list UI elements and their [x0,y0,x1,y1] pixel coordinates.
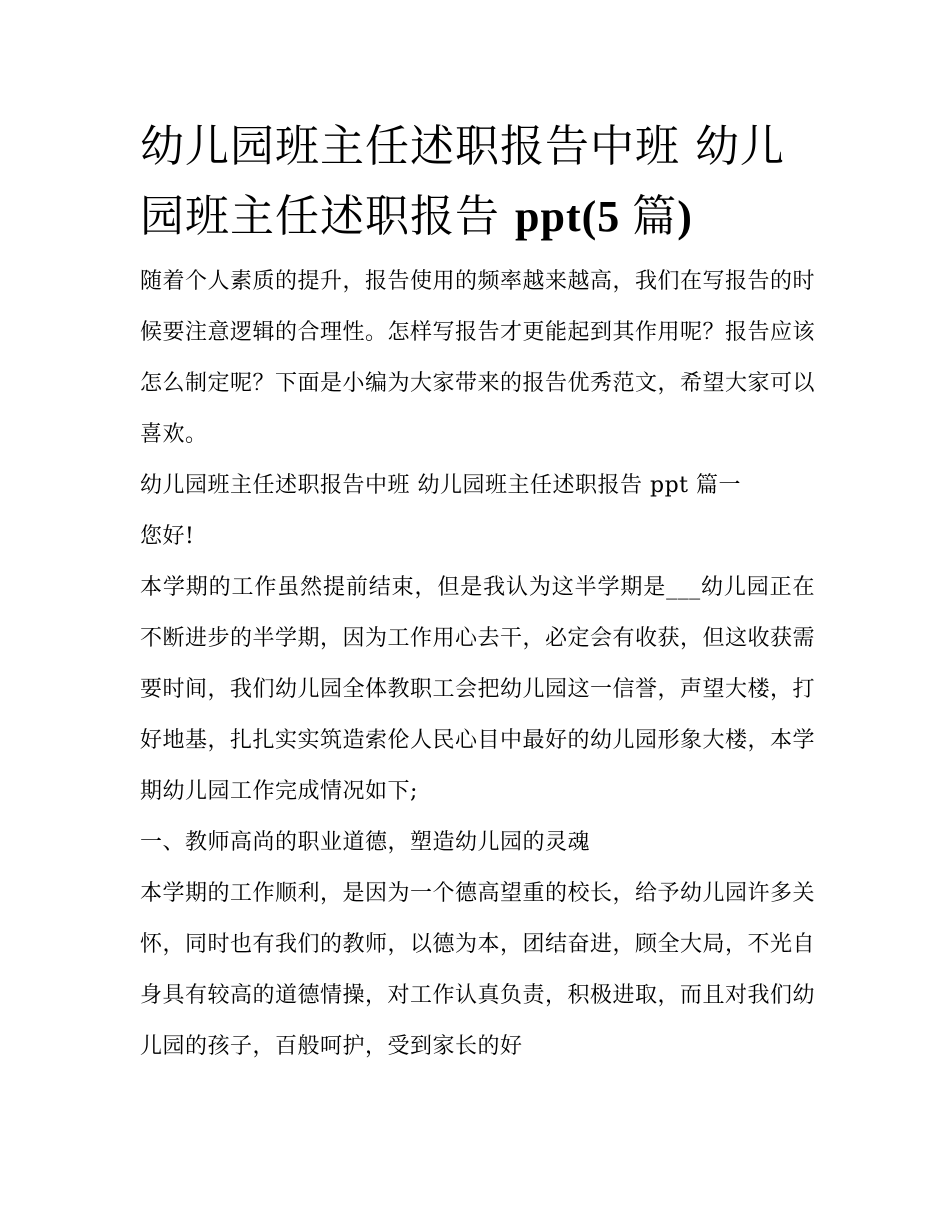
section-heading: 幼儿园班主任述职报告中班 幼儿园班主任述职报告 ppt 篇一 [140,473,741,498]
intro-paragraph: 随着个人素质的提升，报告使用的频率越来越高，我们在写报告的时候要注意逻辑的合理性。怎样写报告才更能起到其作用呢？报告应该怎么制定呢？下面是小编为大家带来的报告优秀范文，希望大家可以喜欢。 [140,269,816,447]
document-title [140,112,815,252]
title-text-part1: 幼儿园班主任述职报告中班 幼儿园班主任述职报告 [140,121,785,242]
greeting-paragraph: 您好! [140,524,195,549]
title-text-part2: 篇 [632,191,678,242]
body-paragraph: 本学期的工作虽然提前结束，但是我认为这半学期是___幼儿园正在不断进步的半学期，因为工作用心去干，必定会有收获，但这收获需要时间，我们幼儿园全体教职工会把幼儿园这一信誉，声望大楼，打好地基，扎扎实实筑造索伦人民心目中最好的幼儿园形象大楼，本学期幼儿园工作完成情况如下; [140,575,816,804]
document-body [140,112,815,1072]
body-paragraph: 本学期的工作顺利，是因为一个德高望重的校长，给予幼儿园许多关怀，同时也有我们的教师，以德为本，团结奋进，顾全大局，不光自身具有较高的道德情操，对工作认真负责，积极进取，而且对我们幼儿园的孩子，百般呵护，受到家长的好 [140,881,816,1059]
title-text-latin: ppt(5 [515,192,633,241]
title-text-close: ) [677,192,693,241]
subsection-heading: 一、教师高尚的职业道德，塑造幼儿园的灵魂 [140,830,591,855]
